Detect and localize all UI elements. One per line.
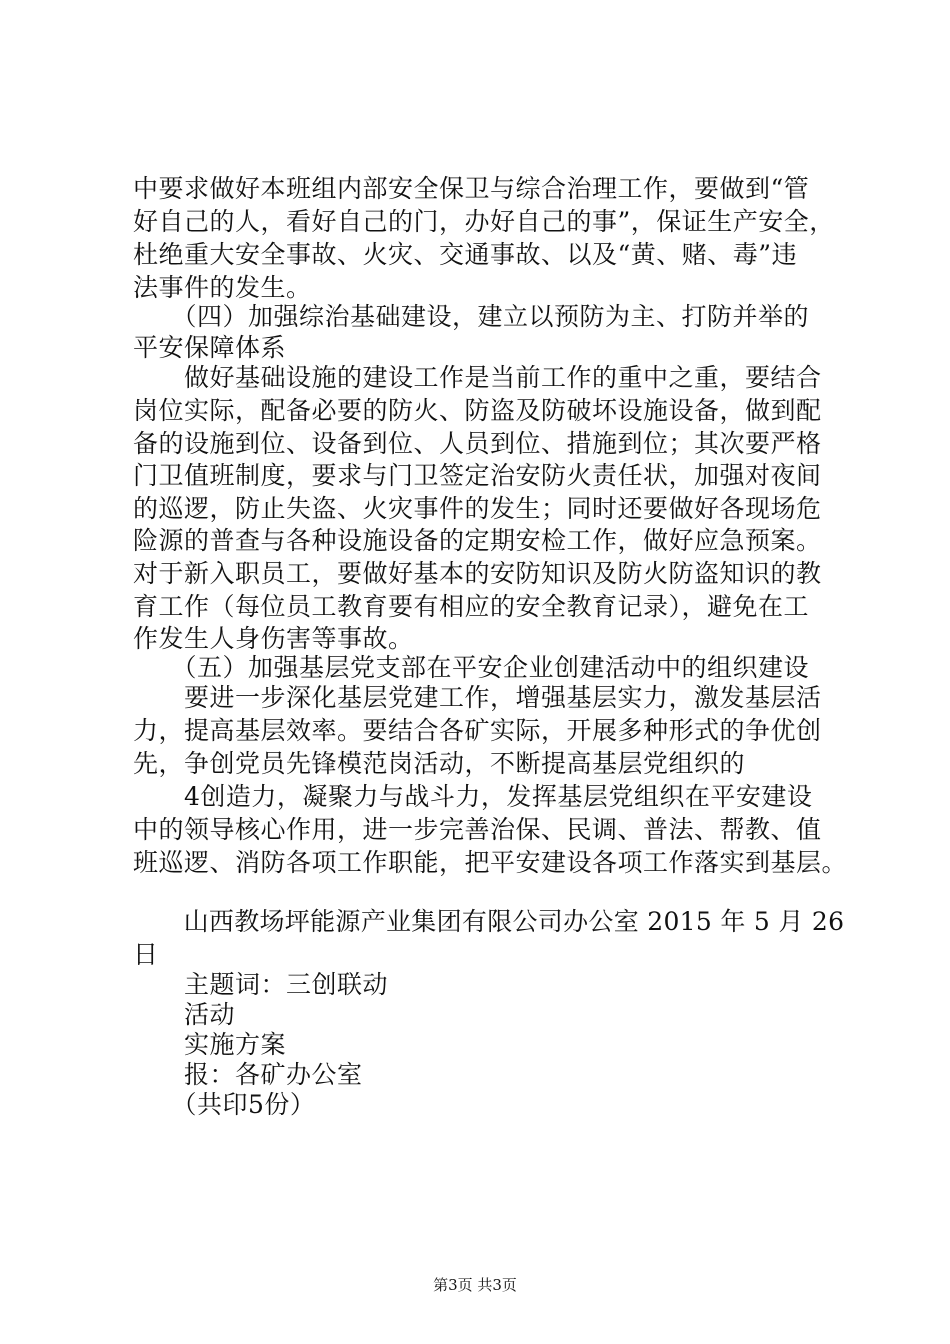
body-line: 中要求做好本班组内部安全保卫与综合治理工作，要做到“管 [133, 174, 810, 203]
body-line: 对于新入职员工，要做好基本的安防知识及防火防盗知识的教 [133, 559, 822, 588]
body-line: 杜绝重大安全事故、火灾、交通事故、以及“黄、赌、毒”违 [133, 240, 798, 269]
body-line: 4创造力，凝聚力与战斗力，发挥基层党组织在平安建设 [133, 782, 813, 811]
section-heading: （四）加强综治基础建设，建立以预防为主、打防并举的 [133, 302, 810, 331]
body-line: 力，提高基层效率。要结合各矿实际，开展多种形式的争优创 [133, 716, 822, 745]
subject-words-cont: 实施方案 [133, 1030, 287, 1059]
print-count: （共印5份） [133, 1090, 316, 1119]
body-line: 岗位实际，配备必要的防火、防盗及防破坏设施设备，做到配 [133, 396, 822, 425]
body-line: 好自己的人，看好自己的门，办好自己的事”，保证生产安全， [133, 207, 835, 236]
body-line: 门卫值班制度，要求与门卫签定治安防火责任状，加强对夜间 [133, 461, 822, 490]
signature-line: 山西教场坪能源产业集团有限公司办公室 2015 年 5 月 26 [133, 907, 845, 936]
body-line: 的巡逻，防止失盗、火灾事件的发生；同时还要做好各现场危 [133, 494, 822, 523]
subject-words: 主题词：三创联动 [133, 970, 389, 999]
body-line: 中的领导核心作用，进一步完善治保、民调、普法、帮教、值 [133, 815, 822, 844]
body-line: 做好基础设施的建设工作是当前工作的重中之重，要结合 [133, 363, 822, 392]
body-line: 作发生人身伤害等事故。 [133, 624, 414, 653]
body-line: 班巡逻、消防各项工作职能，把平安建设各项工作落实到基层。 [133, 848, 848, 877]
body-line: 育工作（每位员工教育要有相应的安全教育记录），避免在工 [133, 592, 810, 621]
signature-date-end: 日 [133, 940, 159, 969]
body-line: 险源的普查与各种设施设备的定期安检工作，做好应急预案。 [133, 526, 822, 555]
section-heading: （五）加强基层党支部在平安企业创建活动中的组织建设 [133, 653, 810, 682]
body-line: 先，争创党员先锋模范岗活动，不断提高基层党组织的 [133, 749, 746, 778]
body-line: 备的设施到位、设备到位、人员到位、措施到位；其次要严格 [133, 429, 822, 458]
body-line: 要进一步深化基层党建工作，增强基层实力，激发基层活 [133, 683, 822, 712]
page-number-footer: 第3页 共3页 [433, 1276, 517, 1294]
report-to: 报：各矿办公室 [133, 1060, 363, 1089]
subject-words-cont: 活动 [133, 1000, 236, 1029]
body-line: 法事件的发生。 [133, 273, 312, 302]
section-heading: 平安保障体系 [133, 333, 287, 362]
